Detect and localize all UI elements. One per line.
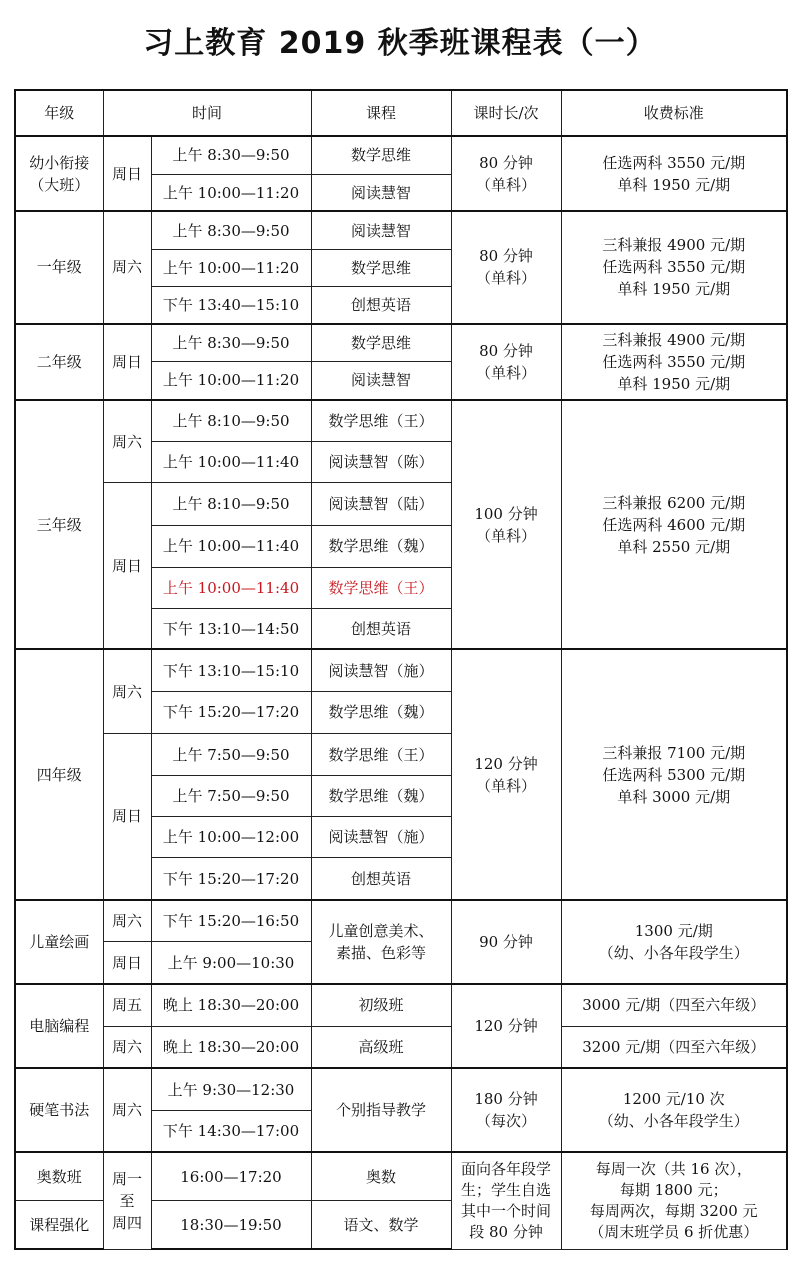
duration-cell: 120 分钟 <box>451 984 561 1068</box>
course-cell: 数学思维（王） <box>311 734 451 776</box>
duration-cell: 90 分钟 <box>451 900 561 984</box>
course-cell-highlight: 数学思维（王） <box>311 567 451 608</box>
fee-cell: 三科兼报 4900 元/期 任选两科 3550 元/期 单科 1950 元/期 <box>561 324 787 400</box>
grade-cell: 课程强化 <box>15 1201 103 1249</box>
duration-cell: 120 分钟 （单科） <box>451 649 561 900</box>
course-cell: 阅读慧智（陈） <box>311 442 451 483</box>
time-cell: 上午 8:10—9:50 <box>151 400 311 442</box>
duration-cell: 80 分钟 （单科） <box>451 324 561 400</box>
day-cell: 周日 <box>103 734 151 900</box>
table-row <box>15 984 787 1026</box>
time-cell: 下午 15:20—17:20 <box>151 858 311 900</box>
time-cell: 下午 13:40—15:10 <box>151 286 311 323</box>
course-cell: 阅读慧智（陆） <box>311 483 451 525</box>
time-cell: 下午 14:30—17:00 <box>151 1110 311 1152</box>
duration-cell: 180 分钟 （每次） <box>451 1068 561 1152</box>
day-cell: 周六 <box>103 900 151 942</box>
time-cell: 下午 15:20—16:50 <box>151 900 311 942</box>
day-cell: 周日 <box>103 136 151 211</box>
header-time: 时间 <box>103 90 311 136</box>
day-cell: 周一 至 周四 <box>103 1152 151 1249</box>
time-cell: 上午 7:50—9:50 <box>151 776 311 817</box>
grade-cell: 一年级 <box>15 211 103 323</box>
grade-cell: 电脑编程 <box>15 984 103 1068</box>
duration-cell: 80 分钟 （单科） <box>451 136 561 211</box>
time-cell: 上午 8:10—9:50 <box>151 483 311 525</box>
fee-cell: 1200 元/10 次 （幼、小各年段学生） <box>561 1068 787 1152</box>
table-row <box>15 324 787 362</box>
table-row <box>15 900 787 942</box>
grade-cell: 三年级 <box>15 400 103 650</box>
time-cell: 上午 8:30—9:50 <box>151 211 311 249</box>
table-row <box>15 400 787 442</box>
time-cell: 上午 10:00—11:40 <box>151 442 311 483</box>
page-title: 习上教育 2019 秋季班课程表（一） <box>143 26 657 61</box>
time-cell: 晚上 18:30—20:00 <box>151 984 311 1026</box>
fee-cell: 3200 元/期（四至六年级） <box>561 1026 787 1068</box>
time-cell: 上午 10:00—11:40 <box>151 525 311 567</box>
day-cell: 周六 <box>103 211 151 323</box>
table-row <box>15 136 787 174</box>
course-cell: 创想英语 <box>311 608 451 649</box>
header-course: 课程 <box>311 90 451 136</box>
day-cell: 周六 <box>103 649 151 733</box>
fee-cell: 三科兼报 6200 元/期 任选两科 4600 元/期 单科 2550 元/期 <box>561 400 787 650</box>
duration-cell: 面向各年段学 生；学生自选 其中一个时间 段 80 分钟 <box>451 1152 561 1249</box>
time-cell-highlight: 上午 10:00—11:40 <box>151 567 311 608</box>
time-cell: 上午 8:30—9:50 <box>151 324 311 362</box>
grade-cell: 幼小衔接 （大班） <box>15 136 103 211</box>
grade-cell: 儿童绘画 <box>15 900 103 984</box>
day-cell: 周日 <box>103 483 151 649</box>
day-cell: 周六 <box>103 1068 151 1152</box>
fee-cell: 1300 元/期 （幼、小各年段学生） <box>561 900 787 984</box>
fee-cell: 3000 元/期（四至六年级） <box>561 984 787 1026</box>
course-cell: 阅读慧智（施） <box>311 817 451 858</box>
fee-cell: 三科兼报 4900 元/期 任选两科 3550 元/期 单科 1950 元/期 <box>561 211 787 323</box>
time-cell: 下午 15:20—17:20 <box>151 691 311 733</box>
time-cell: 16:00—17:20 <box>151 1152 311 1200</box>
grade-cell: 奥数班 <box>15 1152 103 1200</box>
time-cell: 上午 8:30—9:50 <box>151 136 311 174</box>
duration-cell: 100 分钟 （单科） <box>451 400 561 650</box>
time-cell: 下午 13:10—14:50 <box>151 608 311 649</box>
grade-cell: 四年级 <box>15 649 103 900</box>
time-cell: 上午 9:30—12:30 <box>151 1068 311 1110</box>
header-duration: 课时长/次 <box>451 90 561 136</box>
course-cell: 个别指导教学 <box>311 1068 451 1152</box>
course-cell: 初级班 <box>311 984 451 1026</box>
course-cell: 奥数 <box>311 1152 451 1200</box>
course-cell: 创想英语 <box>311 286 451 323</box>
table-row <box>15 1068 787 1110</box>
time-cell: 上午 9:00—10:30 <box>151 942 311 984</box>
day-cell: 周六 <box>103 400 151 483</box>
time-cell: 上午 10:00—11:20 <box>151 174 311 211</box>
course-cell: 阅读慧智 <box>311 211 451 249</box>
course-cell: 儿童创意美术、 素描、色彩等 <box>311 900 451 984</box>
course-cell: 数学思维（魏） <box>311 691 451 733</box>
day-cell: 周日 <box>103 942 151 984</box>
table-header-row <box>15 90 787 136</box>
course-cell: 高级班 <box>311 1026 451 1068</box>
course-cell: 创想英语 <box>311 858 451 900</box>
table-row <box>15 211 787 249</box>
fee-cell: 三科兼报 7100 元/期 任选两科 5300 元/期 单科 3000 元/期 <box>561 649 787 900</box>
course-cell: 数学思维 <box>311 136 451 174</box>
header-fee: 收费标准 <box>561 90 787 136</box>
course-cell: 数学思维（王） <box>311 400 451 442</box>
header-grade: 年级 <box>15 90 103 136</box>
grade-cell: 硬笔书法 <box>15 1068 103 1152</box>
time-cell: 18:30—19:50 <box>151 1201 311 1249</box>
time-cell: 上午 10:00—11:20 <box>151 249 311 286</box>
grade-cell: 二年级 <box>15 324 103 400</box>
table-row <box>15 649 787 691</box>
day-cell: 周五 <box>103 984 151 1026</box>
course-cell: 数学思维 <box>311 324 451 362</box>
course-cell: 数学思维（魏） <box>311 525 451 567</box>
course-cell: 语文、数学 <box>311 1201 451 1249</box>
time-cell: 晚上 18:30—20:00 <box>151 1026 311 1068</box>
time-cell: 上午 10:00—12:00 <box>151 817 311 858</box>
day-cell: 周日 <box>103 324 151 400</box>
table-row <box>15 1152 787 1200</box>
course-cell: 阅读慧智 <box>311 362 451 400</box>
duration-cell: 80 分钟 （单科） <box>451 211 561 323</box>
schedule-table <box>14 89 788 1250</box>
course-cell: 数学思维（魏） <box>311 776 451 817</box>
table-row <box>15 1026 787 1068</box>
course-cell: 阅读慧智 <box>311 174 451 211</box>
time-cell: 上午 10:00—11:20 <box>151 362 311 400</box>
course-cell: 数学思维 <box>311 249 451 286</box>
fee-cell: 每周一次（共 16 次）， 每期 1800 元； 每周两次，每期 3200 元 （周末班学员 6 折优惠） <box>561 1152 787 1249</box>
time-cell: 上午 7:50—9:50 <box>151 734 311 776</box>
course-cell: 阅读慧智（施） <box>311 649 451 691</box>
fee-cell: 任选两科 3550 元/期 单科 1950 元/期 <box>561 136 787 211</box>
day-cell: 周六 <box>103 1026 151 1068</box>
time-cell: 下午 13:10—15:10 <box>151 649 311 691</box>
